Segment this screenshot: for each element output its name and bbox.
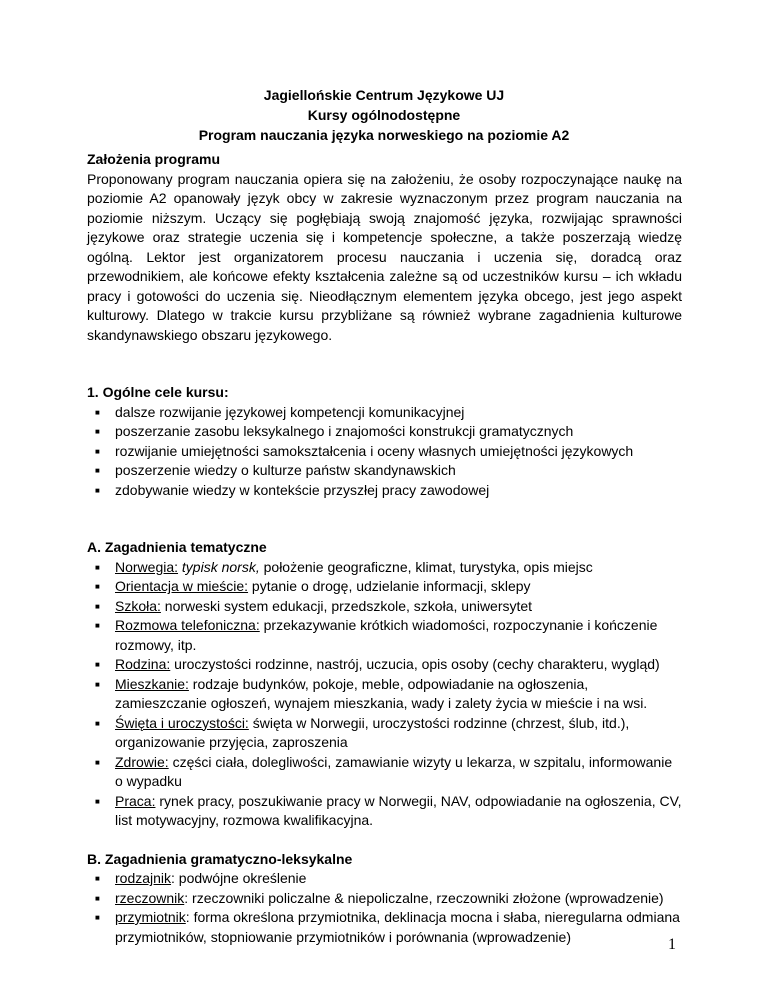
course-type: Kursy ogólnodostępne	[307, 107, 461, 123]
list-item	[115, 792, 682, 831]
section1-heading: 1. Ogólne cele kursu:	[87, 384, 229, 400]
sectionA-list	[87, 558, 682, 831]
topic-term: Szkoła:	[115, 597, 161, 614]
list-item: ■ rozwijanie umiejętności samokształcenia i oceny własnych umiejętności językowych	[115, 442, 682, 462]
list-item	[115, 889, 682, 909]
institution-title: Jagiellońskie Centrum Językowe UJ	[263, 87, 505, 103]
list-item	[115, 558, 682, 578]
list-item	[115, 616, 682, 655]
list-item	[115, 908, 682, 947]
list-item	[115, 597, 682, 617]
topic-text: rynek pracy, poszukiwanie pracy w Norwegii, NAV, odpowiadanie na ogłoszenia, CV, list motywacyjny, rozmowa kwalifikacyjna.	[115, 792, 682, 828]
section1-list	[87, 403, 682, 501]
topic-italic: typisk norsk,	[178, 558, 260, 575]
document-header	[0, 85, 768, 145]
topic-text: norweski system edukacji, przedszkole, szkoła, uniwersytet	[160, 597, 533, 614]
topic-text: pytanie o drogę, udzielanie informacji, sklepy	[248, 578, 531, 594]
sectionB-list	[87, 869, 682, 947]
list-item	[115, 655, 682, 675]
topic-text: święta w Norwegii, uroczystości rodzinne (chrzest, ślub, itd.), organizowanie przyjęcia, zaproszenia	[115, 714, 630, 750]
list-item	[115, 675, 682, 714]
document-body	[87, 150, 682, 947]
topic-text: części ciała, dolegliwości, zamawianie wizyty u lekarza, w szpitalu, informowanie o wypadku	[115, 753, 673, 789]
grammar-term: przymiotnik	[115, 909, 186, 925]
list-item	[115, 869, 682, 889]
list-item: ■ poszerzanie zasobu leksykalnego i znajomości konstrukcji gramatycznych	[115, 422, 682, 442]
list-item	[115, 577, 682, 597]
list-item: ■ poszerzenie wiedzy o kulturze państw skandynawskich	[115, 461, 682, 481]
grammar-text: : forma określona przymiotnika, deklinacja mocna i słaba, nieregularna odmiana przymiotników, stopniowanie przymiotników i porównania (wprowadzenie)	[115, 909, 680, 945]
list-item	[115, 714, 682, 753]
topic-term: Praca:	[115, 792, 156, 809]
grammar-text: : podwójne określenie	[171, 870, 307, 886]
topic-text: rodzaje budynków, pokoje, meble, odpowiadanie na ogłoszenia, zamieszczanie ogłoszeń, wynajem mieszkania, wady i zalety życia w mieście i na wsi.	[115, 675, 648, 711]
page-number: 1	[668, 936, 676, 953]
grammar-term: rzeczownik	[115, 889, 185, 906]
grammar-text: : rzeczowniki policzalne & niepoliczalne, rzeczowniki złożone (wprowadzenie)	[184, 889, 664, 906]
intro-paragraph: Proponowany program nauczania opiera się na założeniu, że osoby rozpoczynające naukę na poziomie A2 opanowały język obcy w zakresie wyznaczonym przez program nauczania na poziomie niższym. Uczący się pogłębiają swoją znajomość języka, rozwijając sprawności językowe oraz strategie uczenia się i kompetencje społeczne, a także poszerzają wiedzę ogólną. Lektor jest organizatorem procesu nauczania i uczenia się, doradcą oraz przewodnikiem, ale końcowe efekty kształcenia zależne są od uczestników kursu – ich wkładu pracy i gotowości do uczenia się. Nieodłącznym elementem języka obcego, jest jego aspekt kulturowy. Dlatego w trakcie kursu przybliżane są również wybrane zagadnienia kulturowe skandynawskiego obszaru językowego.	[87, 170, 682, 343]
topic-term: Mieszkanie:	[115, 675, 189, 692]
program-title: Program nauczania języka norweskiego na poziomie A2	[198, 127, 570, 143]
list-item	[115, 753, 682, 792]
topic-text: uroczystości rodzinne, nastrój, uczucia, opis osoby (cechy charakteru, wygląd)	[170, 656, 660, 672]
intro-heading: Założenia programu	[87, 151, 221, 167]
list-item: ■ zdobywanie wiedzy w kontekście przyszłej pracy zawodowej	[115, 481, 682, 501]
topic-term: Zdrowie:	[115, 753, 169, 770]
topic-text: przekazywanie krótkich wiadomości, rozpoczynanie i kończenie rozmowy, itp.	[115, 617, 658, 653]
topic-term: Orientacja w mieście:	[115, 578, 249, 594]
sectionA-heading: A. Zagadnienia tematyczne	[87, 539, 267, 555]
sectionB-heading: B. Zagadnienia gramatyczno-leksykalne	[87, 850, 353, 867]
topic-term: Rozmowa telefoniczna:	[115, 617, 260, 633]
topic-text: położenie geograficzne, klimat, turystyka, opis miejsc	[259, 558, 593, 575]
topic-term: Norwegia:	[115, 558, 179, 575]
topic-term: Święta i uroczystości:	[115, 714, 249, 731]
topic-term: Rodzina:	[115, 656, 171, 672]
list-item: ■ dalsze rozwijanie językowej kompetencji komunikacyjnej	[115, 403, 682, 423]
grammar-term: rodzajnik	[115, 870, 172, 886]
